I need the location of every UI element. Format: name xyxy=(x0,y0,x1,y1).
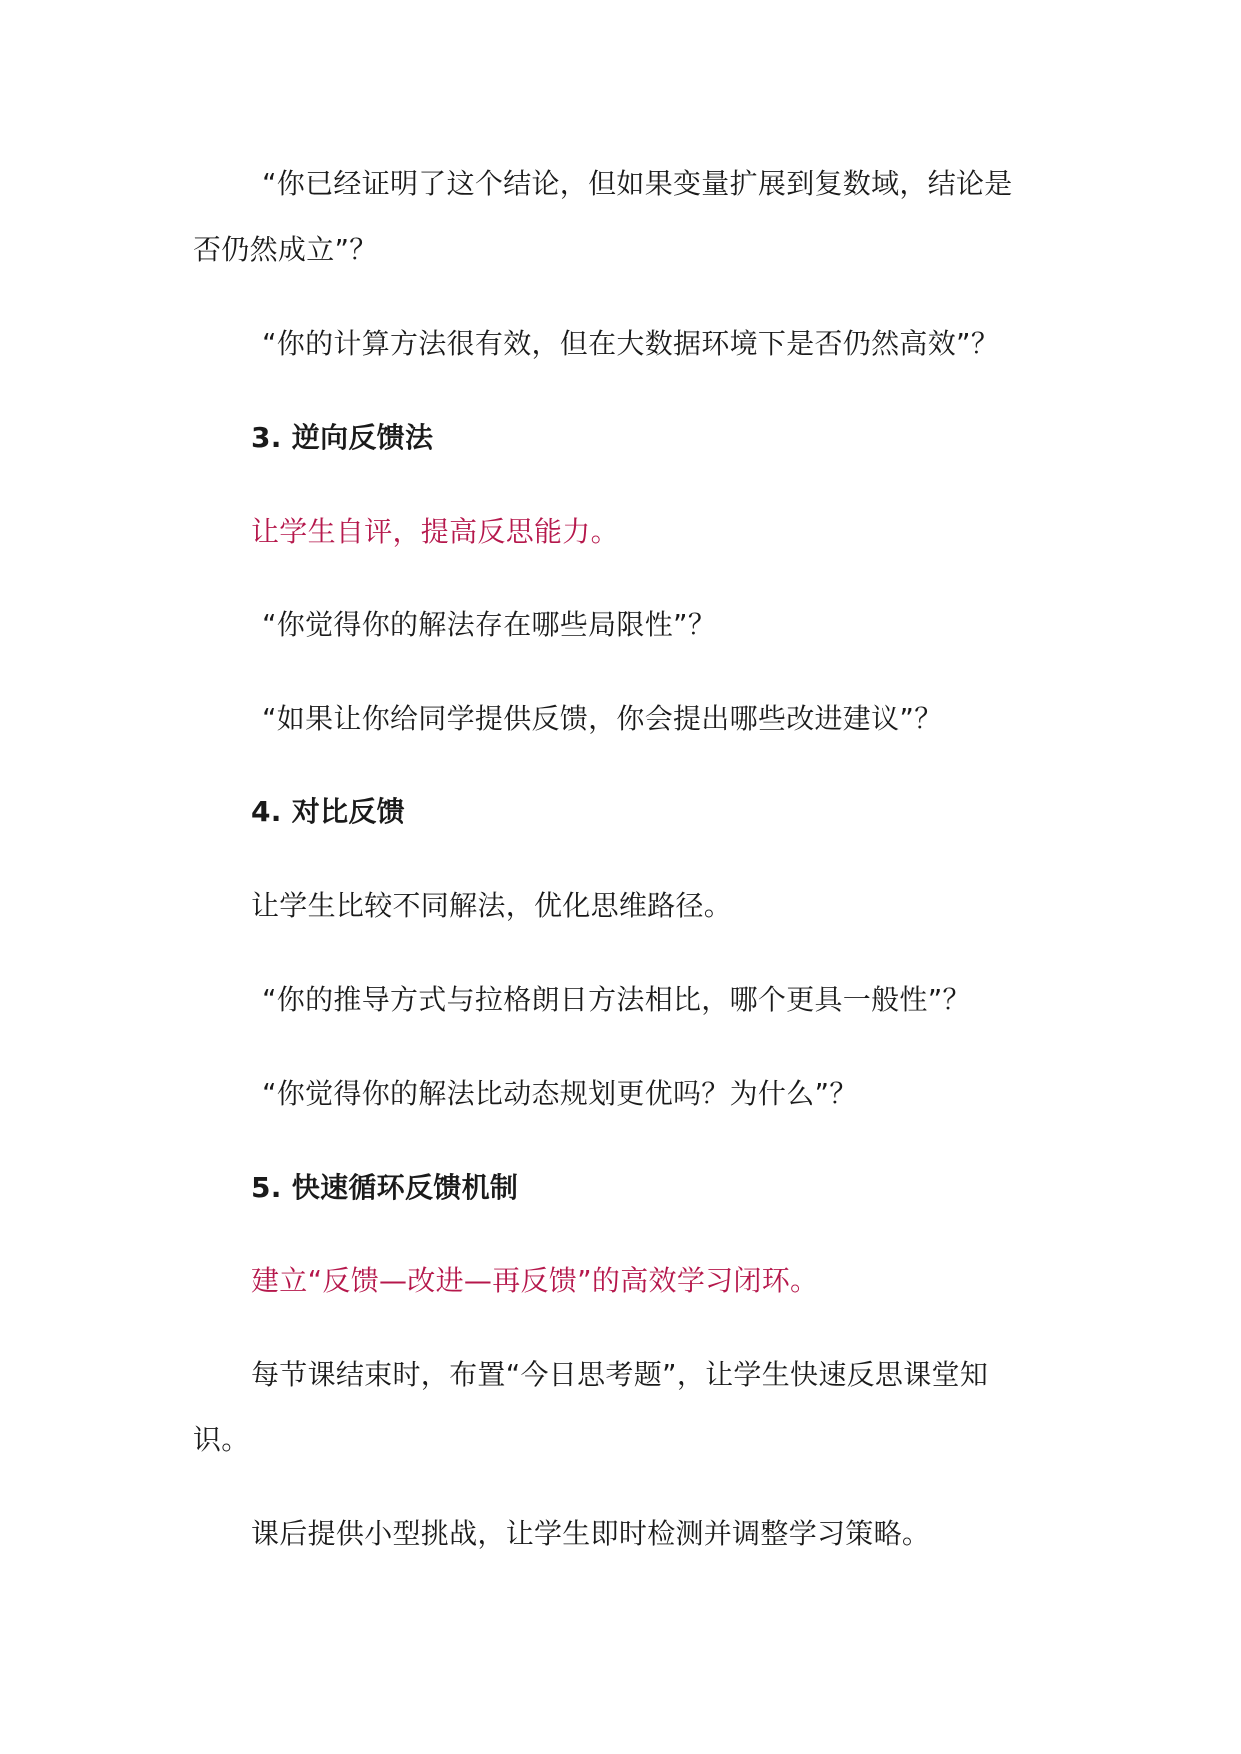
section-3-intro: 让学生自评，提高反思能力。 xyxy=(251,515,619,548)
section-4-intro: 让学生比较不同解法，优化思维路径。 xyxy=(251,889,733,922)
quote-complex-line-2: 否仍然成立”？ xyxy=(193,233,378,266)
section-5-paragraph-1-line-1: 每节课结束时，布置“今日思考题”，让学生快速反思课堂知 xyxy=(251,1358,989,1391)
section-5-paragraph-1-line-2: 识。 xyxy=(193,1423,250,1456)
section-4-heading: 4. 对比反馈 xyxy=(251,795,405,828)
section-5-heading: 5. 快速循环反馈机制 xyxy=(251,1171,519,1204)
quote-complex-line-1: “你已经证明了这个结论，但如果变量扩展到复数域，结论是 xyxy=(262,167,1013,200)
section-5-intro: 建立“反馈—改进—再反馈”的高效学习闭环。 xyxy=(251,1264,819,1297)
section-5-paragraph-2: 课后提供小型挑战，让学生即时检测并调整学习策略。 xyxy=(251,1517,931,1550)
quote-bigdata: “你的计算方法很有效，但在大数据环境下是否仍然高效”？ xyxy=(262,327,1000,360)
section-4-question-1: “你的推导方式与拉格朗日方法相比，哪个更具一般性”？ xyxy=(262,983,971,1016)
section-3-question-1: “你觉得你的解法存在哪些局限性”？ xyxy=(262,608,717,641)
section-4-question-2: “你觉得你的解法比动态规划更优吗？为什么”？ xyxy=(262,1077,858,1110)
section-3-question-2: “如果让你给同学提供反馈，你会提出哪些改进建议”？ xyxy=(262,702,943,735)
section-3-heading: 3. 逆向反馈法 xyxy=(251,421,434,454)
